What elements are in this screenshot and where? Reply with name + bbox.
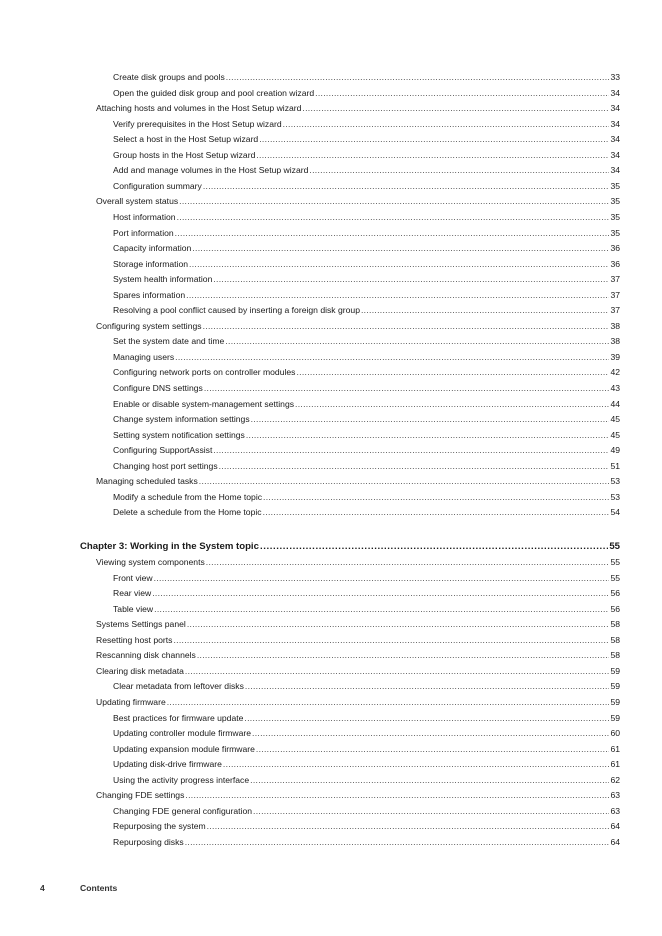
leader-dots	[179, 196, 609, 207]
leader-dots	[203, 321, 610, 332]
toc-entry-page: 33	[610, 72, 620, 82]
toc-entry[interactable]	[113, 119, 620, 130]
toc-entry-title: Repurposing the system	[113, 821, 206, 832]
toc-entry-title: Verify prerequisites in the Host Setup wizard	[113, 118, 282, 129]
leader-dots	[253, 806, 609, 817]
toc-entry-title: Systems Settings panel	[96, 619, 186, 630]
toc-entry-page: 45	[610, 414, 620, 425]
toc-entry-page: 59	[610, 712, 620, 723]
toc-entry-title: Host information	[113, 211, 176, 222]
leader-dots	[296, 367, 609, 378]
toc-entry-page: 49	[610, 445, 620, 456]
leader-dots	[154, 604, 609, 615]
toc-entry[interactable]	[113, 713, 620, 724]
leader-dots	[246, 430, 610, 441]
toc-entry-page: 59	[610, 665, 620, 676]
toc-entry[interactable]	[96, 321, 620, 332]
toc-entry-page: 56	[610, 588, 620, 599]
toc-entry[interactable]	[113, 336, 620, 347]
toc-entry[interactable]	[113, 430, 620, 441]
toc-entry[interactable]	[113, 181, 620, 192]
toc-entry[interactable]	[113, 728, 620, 739]
toc-entry-page: 45	[610, 429, 620, 440]
toc-entry-title: Changing FDE settings	[96, 790, 185, 801]
toc-entry-page: 37	[610, 274, 620, 285]
toc-entry-page: 34	[610, 103, 620, 114]
toc-entry[interactable]	[113, 821, 620, 832]
toc-entry-title: Spares information	[113, 289, 186, 300]
leader-dots	[177, 212, 610, 223]
leader-dots	[256, 150, 609, 161]
leader-dots	[189, 259, 609, 270]
leader-dots	[295, 399, 609, 410]
toc-entry[interactable]	[113, 367, 620, 378]
toc-entry-title: Updating expansion module firmware	[113, 743, 255, 754]
toc-entry-title: Managing users	[113, 351, 175, 362]
toc-entry-title: Enable or disable system-management settings	[113, 398, 295, 409]
toc-entry[interactable]	[96, 666, 620, 677]
toc-entry-title: Change system information settings	[113, 414, 250, 425]
toc-entry[interactable]	[113, 352, 620, 363]
toc-entry[interactable]	[113, 744, 620, 755]
toc-entry[interactable]	[113, 228, 620, 239]
leader-dots	[302, 103, 609, 114]
leader-dots	[226, 72, 610, 83]
leader-dots	[219, 461, 610, 472]
leader-dots	[252, 728, 609, 739]
toc-entry[interactable]	[96, 103, 620, 114]
toc-entry-title: Configuring network ports on controller modules	[113, 367, 296, 378]
toc-entry-title: Configuration summary	[113, 180, 202, 191]
toc-entry-page: 55	[610, 557, 620, 567]
toc-entry-title: Rescanning disk channels	[96, 650, 196, 661]
toc-entry-title: Clearing disk metadata	[96, 665, 184, 676]
toc-entry[interactable]	[113, 837, 620, 848]
toc-entry-title: Managing scheduled tasks	[96, 476, 198, 487]
toc-entry-page: 51	[610, 460, 620, 471]
leader-dots	[244, 713, 609, 724]
leader-dots	[199, 476, 610, 487]
toc-entry-title: Capacity information	[113, 243, 192, 254]
toc-entry[interactable]	[96, 650, 620, 661]
leader-dots	[197, 650, 610, 661]
toc-entry[interactable]	[113, 588, 620, 599]
toc-entry[interactable]	[113, 775, 620, 786]
toc-entry-title: System health information	[113, 274, 213, 285]
toc-entry-page: 34	[610, 134, 620, 145]
leader-dots	[263, 507, 610, 518]
leader-dots	[186, 290, 609, 301]
toc-entry[interactable]	[113, 445, 620, 456]
toc-entry-title: Configure DNS settings	[113, 383, 203, 393]
toc-entry-title: Setting system notification settings	[113, 429, 245, 440]
toc-entry-page: 58	[610, 619, 620, 630]
leader-dots	[309, 165, 609, 176]
toc-entry-title: Updating controller module firmware	[113, 728, 252, 739]
toc-entry-page: 54	[610, 507, 620, 518]
toc-entry[interactable]	[113, 274, 620, 285]
toc-entry-page: 35	[610, 227, 620, 238]
leader-dots	[245, 681, 610, 692]
toc-entry-title: Viewing system components	[96, 557, 205, 567]
leader-dots	[283, 119, 610, 130]
leader-dots	[251, 414, 610, 425]
leader-dots	[185, 790, 609, 801]
toc-entry-page: 34	[610, 165, 620, 176]
toc-entry[interactable]	[113, 259, 620, 270]
toc-entry-page: 34	[610, 87, 620, 98]
toc-entry-page: 61	[610, 759, 620, 770]
leader-dots	[250, 775, 609, 786]
leader-dots	[207, 821, 610, 832]
leader-dots	[213, 274, 609, 285]
toc-entry-title: Overall system status	[96, 196, 179, 207]
toc-entry-title: Group hosts in the Host Setup wizard	[113, 149, 256, 160]
toc-entry[interactable]	[113, 414, 620, 425]
toc-entry[interactable]	[96, 790, 620, 801]
toc-entry-title: Resolving a pool conflict caused by inserting a foreign disk group	[113, 305, 360, 316]
toc-entry-title: Updating disk-drive firmware	[113, 759, 222, 770]
leader-dots	[206, 557, 610, 568]
toc-entry-title: Port information	[113, 227, 174, 238]
footer-section-label: Contents	[80, 883, 118, 893]
leader-dots	[259, 134, 609, 145]
toc-entry[interactable]	[96, 476, 620, 487]
toc-entry-title: Rear view	[113, 588, 152, 599]
leader-dots	[173, 635, 609, 646]
toc-entry-title: Using the activity progress interface	[113, 774, 250, 785]
toc-entry[interactable]	[96, 635, 620, 646]
toc-entry[interactable]	[113, 492, 620, 503]
toc-entry-page: 58	[610, 634, 620, 645]
toc-entry-page: 37	[610, 289, 620, 300]
leader-dots	[167, 697, 610, 708]
toc-entry-title: Table view	[113, 603, 154, 614]
toc-entry-title: Attaching hosts and volumes in the Host Setup wizard	[96, 103, 302, 114]
toc-entry-title: Repurposing disks	[113, 836, 184, 847]
leader-dots	[152, 588, 609, 599]
toc-entry-page: 34	[610, 118, 620, 129]
toc-entry-page: 53	[610, 476, 620, 487]
toc-entry-page: 64	[610, 821, 620, 832]
toc-entry-page: 35	[610, 211, 620, 222]
leader-dots	[192, 243, 609, 254]
toc-entry-page: 44	[610, 398, 620, 409]
leader-dots	[154, 573, 610, 584]
toc-entry-page: 36	[610, 243, 620, 254]
toc-entry-title: Configuring SupportAssist	[113, 445, 213, 456]
toc-entry-page: 35	[610, 180, 620, 191]
toc-entry-title: Modify a schedule from the Home topic	[113, 491, 263, 502]
toc-entry-title: Best practices for firmware update	[113, 712, 244, 723]
toc-entry-title: Select a host in the Host Setup wizard	[113, 134, 259, 145]
toc-entry-title: Configuring system settings	[96, 320, 202, 331]
toc-entry-title: Create disk groups and pools	[113, 72, 225, 82]
toc-entry[interactable]	[113, 305, 620, 316]
toc-entry-page: 38	[610, 320, 620, 331]
toc-entry-page: 64	[610, 836, 620, 847]
toc-entry[interactable]	[113, 806, 620, 817]
toc-entry-page: 55	[610, 572, 620, 583]
toc-entry[interactable]	[113, 604, 620, 615]
toc-entry-title: Updating firmware	[96, 696, 166, 707]
toc-entry-title: Open the guided disk group and pool creation wizard	[113, 87, 315, 98]
toc-entry-page: 37	[610, 305, 620, 316]
toc-entry[interactable]	[113, 461, 620, 472]
toc-entry-page: 60	[610, 728, 620, 739]
toc-entry-title: Clear metadata from leftover disks	[113, 681, 244, 692]
toc-entry[interactable]	[113, 759, 620, 770]
toc-entry-title: Storage information	[113, 258, 188, 269]
leader-dots	[187, 619, 610, 630]
leader-dots	[263, 492, 609, 503]
toc-entry-page: 36	[610, 258, 620, 269]
toc-entry-page: 62	[610, 774, 620, 785]
toc-entry[interactable]	[113, 243, 620, 254]
toc-entry[interactable]	[113, 212, 620, 223]
toc-entry[interactable]	[113, 399, 620, 410]
toc-entry-page: 43	[610, 383, 620, 393]
toc-entry-page: 59	[610, 681, 620, 692]
toc-entry[interactable]	[96, 557, 620, 568]
toc-entry-title: Set the system date and time	[113, 336, 225, 347]
toc-entry[interactable]	[113, 72, 620, 83]
leader-dots	[225, 336, 609, 347]
toc-entry-title: Delete a schedule from the Home topic	[113, 507, 262, 518]
toc-entry[interactable]	[113, 681, 620, 692]
toc-entry-title: Resetting host ports	[96, 634, 173, 645]
toc-entry-page: 42	[610, 367, 620, 378]
toc-entry-page: 39	[610, 351, 620, 362]
toc-entry-title: Front view	[113, 572, 153, 583]
leader-dots	[315, 88, 609, 99]
toc-entry[interactable]	[113, 573, 620, 584]
toc-entry-page: 38	[610, 336, 620, 347]
leader-dots	[260, 541, 608, 553]
leader-dots	[204, 383, 610, 394]
toc-entry-page: 63	[610, 805, 620, 816]
leader-dots	[185, 837, 610, 848]
toc-entry[interactable]	[113, 507, 620, 518]
toc-entry[interactable]	[113, 88, 620, 99]
toc-entry-title: Changing FDE general configuration	[113, 805, 253, 816]
leader-dots	[175, 228, 610, 239]
toc-entry-page: 63	[610, 790, 620, 801]
toc-entry-page: 34	[610, 149, 620, 160]
chapter-title: Chapter 3: Working in the System topic	[80, 541, 259, 552]
toc-entry[interactable]	[96, 697, 620, 708]
toc-entry[interactable]	[113, 150, 620, 161]
toc-entry[interactable]	[113, 290, 620, 301]
toc-entry[interactable]	[113, 383, 620, 394]
toc-entry[interactable]	[113, 165, 620, 176]
toc-entry[interactable]	[96, 619, 620, 630]
toc-entry-page: 56	[610, 603, 620, 614]
toc-entry[interactable]	[96, 196, 620, 207]
toc-entry-page: 53	[610, 491, 620, 502]
leader-dots	[223, 759, 610, 770]
footer-page-number: 4	[40, 883, 45, 893]
toc-entry-page: 35	[610, 196, 620, 207]
toc-entry[interactable]	[113, 134, 620, 145]
chapter-page: 55	[609, 541, 620, 552]
leader-dots	[361, 305, 609, 316]
leader-dots	[185, 666, 610, 677]
toc-chapter-heading[interactable]	[80, 541, 620, 553]
leader-dots	[175, 352, 609, 363]
toc-entry-title: Add and manage volumes in the Host Setup wizard	[113, 165, 309, 176]
toc-entry-page: 58	[610, 650, 620, 661]
toc-entry-page: 59	[610, 696, 620, 707]
toc-entry-page: 61	[610, 743, 620, 754]
leader-dots	[203, 181, 610, 192]
leader-dots	[256, 744, 610, 755]
leader-dots	[213, 445, 609, 456]
toc-entry-title: Changing host port settings	[113, 460, 218, 471]
